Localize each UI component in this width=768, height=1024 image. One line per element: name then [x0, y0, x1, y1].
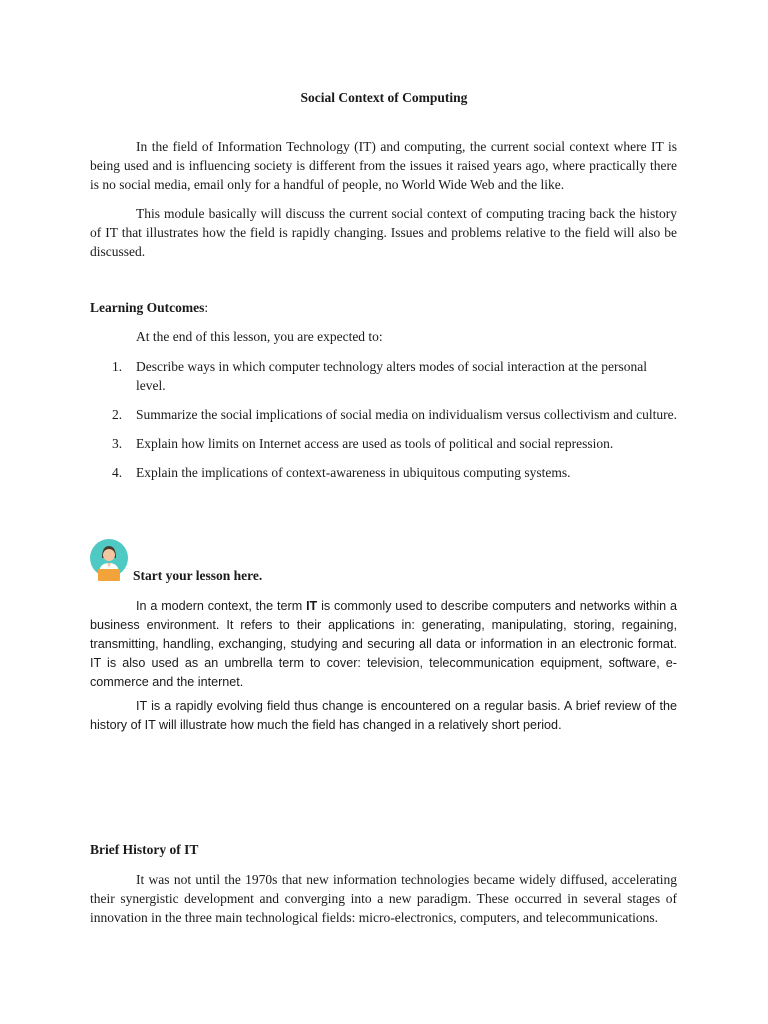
outcome-text: Explain how limits on Internet access are used as tools of political and social repression.	[136, 436, 614, 451]
learning-outcomes-heading	[90, 298, 208, 318]
outcome-number: 1.	[112, 359, 123, 374]
outcome-text: Describe ways in which computer technology alters modes of social interaction at the personal level.	[136, 359, 647, 393]
outcomes-list	[90, 357, 677, 492]
outcome-item	[90, 357, 677, 395]
outcome-text: Explain the implications of context-awareness in ubiquitous computing systems.	[136, 465, 571, 480]
outcomes-lead-text: At the end of this lesson, you are expected to:	[136, 329, 383, 344]
lesson-p1-rest: is commonly used to describe computers and networks within a business environment. It refers to their applications in: generating, manipulating, storing, regaining, transmitting, handling, exchanging, studying and securing all data or information in an electronic format. IT is also used as an umbrella term to cover: television, telecommunication equipment, software, e-commerce and the internet.	[90, 599, 677, 689]
outcome-number: 2.	[112, 407, 123, 422]
start-lesson-heading: Start your lesson here.	[133, 568, 263, 583]
lesson-paragraph-1	[90, 597, 677, 692]
outcome-text: Summarize the social implications of social media on individualism versus collectivism and culture.	[136, 407, 678, 422]
learning-outcomes-heading-text: Learning Outcomes	[90, 300, 205, 315]
history-heading: Brief History of IT	[90, 842, 199, 857]
lesson-paragraph-2: IT is a rapidly evolving field thus change is encountered on a regular basis. A brief review of the history of IT will illustrate how much the field has changed in a relatively short period.	[90, 699, 677, 732]
outcome-item	[90, 463, 677, 482]
history-paragraph-1: It was not until the 1970s that new information technologies became widely diffused, accelerating their synergistic development and converging into a new paradigm. These occurred in several stages of innovation in the three main technological fields: micro-electronics, computers, and telecommunications.	[90, 872, 677, 925]
document-title: Social Context of Computing	[300, 90, 468, 105]
outcome-number: 4.	[112, 465, 123, 480]
lesson-p1-start: In a modern context, the term	[136, 599, 307, 613]
outcome-item	[90, 405, 677, 424]
lesson-term-it: IT	[306, 599, 318, 613]
learning-outcomes-heading-colon: :	[204, 300, 209, 315]
intro-paragraph-2: This module basically will discuss the current social context of computing tracing back the history of IT that illustrates how the field is rapidly changing. Issues and problems relative to the field will also be discussed.	[90, 206, 677, 259]
intro-paragraph-1: In the field of Information Technology (IT) and computing, the current social context where IT is being used and is influencing society is different from the issues it raised years ago, where practically there is no social media, email only for a handful of people, no World Wide Web and the like.	[90, 139, 677, 192]
outcome-item	[90, 434, 677, 453]
outcome-number: 3.	[112, 436, 123, 451]
teacher-avatar-icon	[89, 538, 131, 582]
